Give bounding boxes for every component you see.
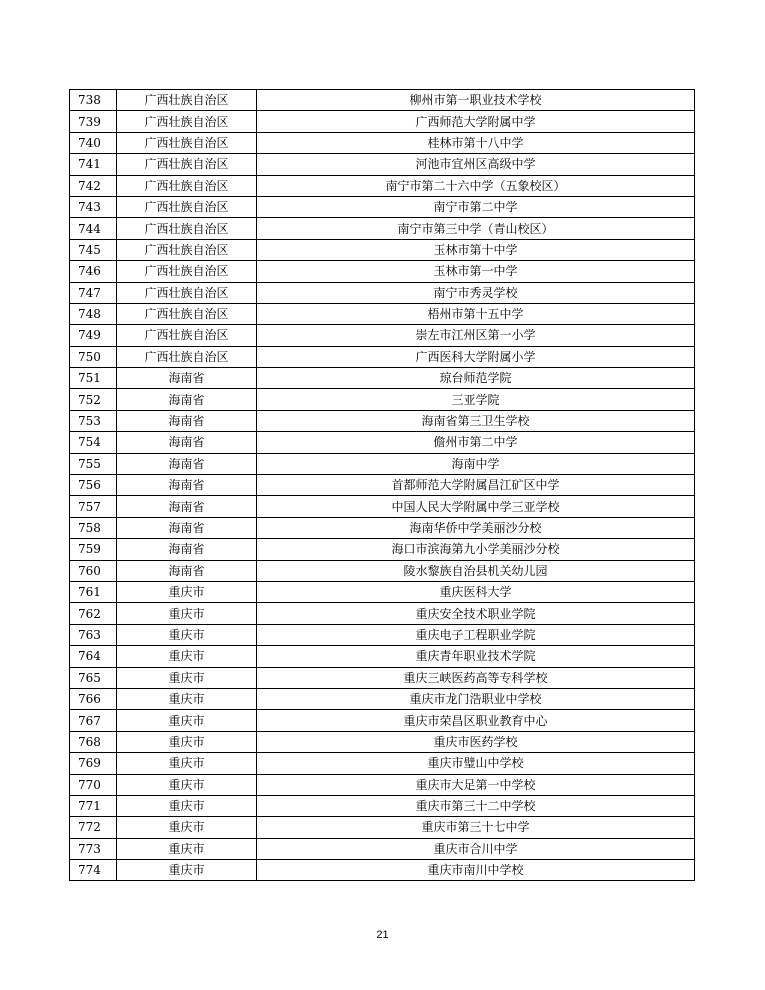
table-row xyxy=(70,753,695,774)
table-row xyxy=(70,239,695,260)
table-row xyxy=(70,646,695,667)
province-cell: 重庆市 xyxy=(117,646,257,667)
row-number-cell: 760 xyxy=(70,560,117,581)
province-cell: 广西壮族自治区 xyxy=(117,175,257,196)
province-cell: 海南省 xyxy=(117,496,257,517)
table-row xyxy=(70,303,695,324)
row-number-cell: 751 xyxy=(70,368,117,389)
province-cell: 重庆市 xyxy=(117,795,257,816)
row-number-cell: 738 xyxy=(70,90,117,111)
row-number-cell: 759 xyxy=(70,539,117,560)
province-cell: 重庆市 xyxy=(117,688,257,709)
school-name-cell: 梧州市第十五中学 xyxy=(257,303,695,324)
row-number-cell: 756 xyxy=(70,475,117,496)
province-cell: 重庆市 xyxy=(117,667,257,688)
school-name-cell: 崇左市江州区第一小学 xyxy=(257,325,695,346)
row-number-cell: 746 xyxy=(70,261,117,282)
row-number-cell: 772 xyxy=(70,817,117,838)
school-name-cell: 重庆市第三十七中学 xyxy=(257,817,695,838)
school-name-cell: 南宁市第二十六中学（五象校区） xyxy=(257,175,695,196)
table-row xyxy=(70,688,695,709)
province-cell: 海南省 xyxy=(117,560,257,581)
province-cell: 广西壮族自治区 xyxy=(117,346,257,367)
province-cell: 海南省 xyxy=(117,368,257,389)
row-number-cell: 763 xyxy=(70,624,117,645)
province-cell: 海南省 xyxy=(117,389,257,410)
table-row xyxy=(70,175,695,196)
province-cell: 广西壮族自治区 xyxy=(117,325,257,346)
table-row xyxy=(70,218,695,239)
table-row xyxy=(70,368,695,389)
row-number-cell: 747 xyxy=(70,282,117,303)
table-row xyxy=(70,838,695,859)
table-row xyxy=(70,261,695,282)
table-row xyxy=(70,817,695,838)
school-name-cell: 重庆三峡医药高等专科学校 xyxy=(257,667,695,688)
row-number-cell: 750 xyxy=(70,346,117,367)
school-name-cell: 南宁市第二中学 xyxy=(257,196,695,217)
table-row xyxy=(70,325,695,346)
province-cell: 广西壮族自治区 xyxy=(117,132,257,153)
row-number-cell: 749 xyxy=(70,325,117,346)
school-name-cell: 南宁市第三中学（青山校区） xyxy=(257,218,695,239)
row-number-cell: 771 xyxy=(70,795,117,816)
table-row xyxy=(70,90,695,111)
row-number-cell: 745 xyxy=(70,239,117,260)
province-cell: 海南省 xyxy=(117,410,257,431)
school-name-cell: 重庆市医药学校 xyxy=(257,731,695,752)
province-cell: 广西壮族自治区 xyxy=(117,239,257,260)
table-row xyxy=(70,624,695,645)
table-row xyxy=(70,539,695,560)
school-name-cell: 重庆市大足第一中学校 xyxy=(257,774,695,795)
school-list-table xyxy=(69,89,695,881)
school-name-cell: 三亚学院 xyxy=(257,389,695,410)
row-number-cell: 757 xyxy=(70,496,117,517)
row-number-cell: 767 xyxy=(70,710,117,731)
province-cell: 海南省 xyxy=(117,432,257,453)
province-cell: 海南省 xyxy=(117,539,257,560)
table-body xyxy=(70,90,695,881)
school-name-cell: 玉林市第一中学 xyxy=(257,261,695,282)
row-number-cell: 774 xyxy=(70,860,117,881)
row-number-cell: 753 xyxy=(70,410,117,431)
province-cell: 重庆市 xyxy=(117,860,257,881)
table-row xyxy=(70,581,695,602)
school-name-cell: 重庆市南川中学校 xyxy=(257,860,695,881)
school-name-cell: 广西医科大学附属小学 xyxy=(257,346,695,367)
province-cell: 广西壮族自治区 xyxy=(117,154,257,175)
school-name-cell: 海南中学 xyxy=(257,453,695,474)
row-number-cell: 761 xyxy=(70,581,117,602)
school-name-cell: 柳州市第一职业技术学校 xyxy=(257,90,695,111)
row-number-cell: 752 xyxy=(70,389,117,410)
school-name-cell: 重庆市龙门浩职业中学校 xyxy=(257,688,695,709)
row-number-cell: 743 xyxy=(70,196,117,217)
province-cell: 重庆市 xyxy=(117,731,257,752)
table-row xyxy=(70,560,695,581)
table-row xyxy=(70,282,695,303)
province-cell: 重庆市 xyxy=(117,753,257,774)
school-name-cell: 南宁市秀灵学校 xyxy=(257,282,695,303)
row-number-cell: 769 xyxy=(70,753,117,774)
province-cell: 广西壮族自治区 xyxy=(117,282,257,303)
province-cell: 广西壮族自治区 xyxy=(117,261,257,282)
school-name-cell: 桂林市第十八中学 xyxy=(257,132,695,153)
province-cell: 广西壮族自治区 xyxy=(117,303,257,324)
school-name-cell: 海口市滨海第九小学美丽沙分校 xyxy=(257,539,695,560)
province-cell: 重庆市 xyxy=(117,774,257,795)
table-row xyxy=(70,410,695,431)
province-cell: 广西壮族自治区 xyxy=(117,218,257,239)
school-name-cell: 广西师范大学附属中学 xyxy=(257,111,695,132)
row-number-cell: 762 xyxy=(70,603,117,624)
table-row xyxy=(70,432,695,453)
table-row xyxy=(70,453,695,474)
table-row xyxy=(70,346,695,367)
row-number-cell: 739 xyxy=(70,111,117,132)
school-name-cell: 重庆市合川中学 xyxy=(257,838,695,859)
school-name-cell: 海南省第三卫生学校 xyxy=(257,410,695,431)
table-row xyxy=(70,860,695,881)
school-name-cell: 儋州市第二中学 xyxy=(257,432,695,453)
school-name-cell: 重庆医科大学 xyxy=(257,581,695,602)
province-cell: 重庆市 xyxy=(117,710,257,731)
province-cell: 海南省 xyxy=(117,517,257,538)
school-name-cell: 海南华侨中学美丽沙分校 xyxy=(257,517,695,538)
table-row xyxy=(70,731,695,752)
school-name-cell: 中国人民大学附属中学三亚学校 xyxy=(257,496,695,517)
province-cell: 海南省 xyxy=(117,453,257,474)
row-number-cell: 754 xyxy=(70,432,117,453)
row-number-cell: 766 xyxy=(70,688,117,709)
province-cell: 重庆市 xyxy=(117,581,257,602)
province-cell: 广西壮族自治区 xyxy=(117,196,257,217)
province-cell: 海南省 xyxy=(117,475,257,496)
school-name-cell: 重庆市荣昌区职业教育中心 xyxy=(257,710,695,731)
province-cell: 广西壮族自治区 xyxy=(117,111,257,132)
row-number-cell: 773 xyxy=(70,838,117,859)
table-row xyxy=(70,389,695,410)
row-number-cell: 765 xyxy=(70,667,117,688)
school-name-cell: 重庆市第三十二中学校 xyxy=(257,795,695,816)
table-row xyxy=(70,774,695,795)
table-row xyxy=(70,111,695,132)
table-row xyxy=(70,132,695,153)
province-cell: 重庆市 xyxy=(117,624,257,645)
row-number-cell: 768 xyxy=(70,731,117,752)
school-name-cell: 重庆电子工程职业学院 xyxy=(257,624,695,645)
province-cell: 重庆市 xyxy=(117,603,257,624)
table-row xyxy=(70,496,695,517)
row-number-cell: 740 xyxy=(70,132,117,153)
school-name-cell: 重庆市璧山中学校 xyxy=(257,753,695,774)
row-number-cell: 755 xyxy=(70,453,117,474)
school-name-cell: 陵水黎族自治县机关幼儿园 xyxy=(257,560,695,581)
table-row xyxy=(70,603,695,624)
row-number-cell: 748 xyxy=(70,303,117,324)
row-number-cell: 742 xyxy=(70,175,117,196)
table-row xyxy=(70,710,695,731)
school-name-cell: 重庆安全技术职业学院 xyxy=(257,603,695,624)
table-row xyxy=(70,154,695,175)
school-name-cell: 重庆青年职业技术学院 xyxy=(257,646,695,667)
row-number-cell: 770 xyxy=(70,774,117,795)
province-cell: 广西壮族自治区 xyxy=(117,90,257,111)
page-number: 21 xyxy=(376,929,389,941)
table-row xyxy=(70,667,695,688)
province-cell: 重庆市 xyxy=(117,838,257,859)
school-name-cell: 首都师范大学附属昌江矿区中学 xyxy=(257,475,695,496)
table-row xyxy=(70,795,695,816)
row-number-cell: 744 xyxy=(70,218,117,239)
table-row xyxy=(70,517,695,538)
row-number-cell: 758 xyxy=(70,517,117,538)
school-name-cell: 琼台师范学院 xyxy=(257,368,695,389)
school-name-cell: 河池市宜州区高级中学 xyxy=(257,154,695,175)
row-number-cell: 741 xyxy=(70,154,117,175)
province-cell: 重庆市 xyxy=(117,817,257,838)
table-row xyxy=(70,196,695,217)
school-name-cell: 玉林市第十中学 xyxy=(257,239,695,260)
row-number-cell: 764 xyxy=(70,646,117,667)
table-row xyxy=(70,475,695,496)
